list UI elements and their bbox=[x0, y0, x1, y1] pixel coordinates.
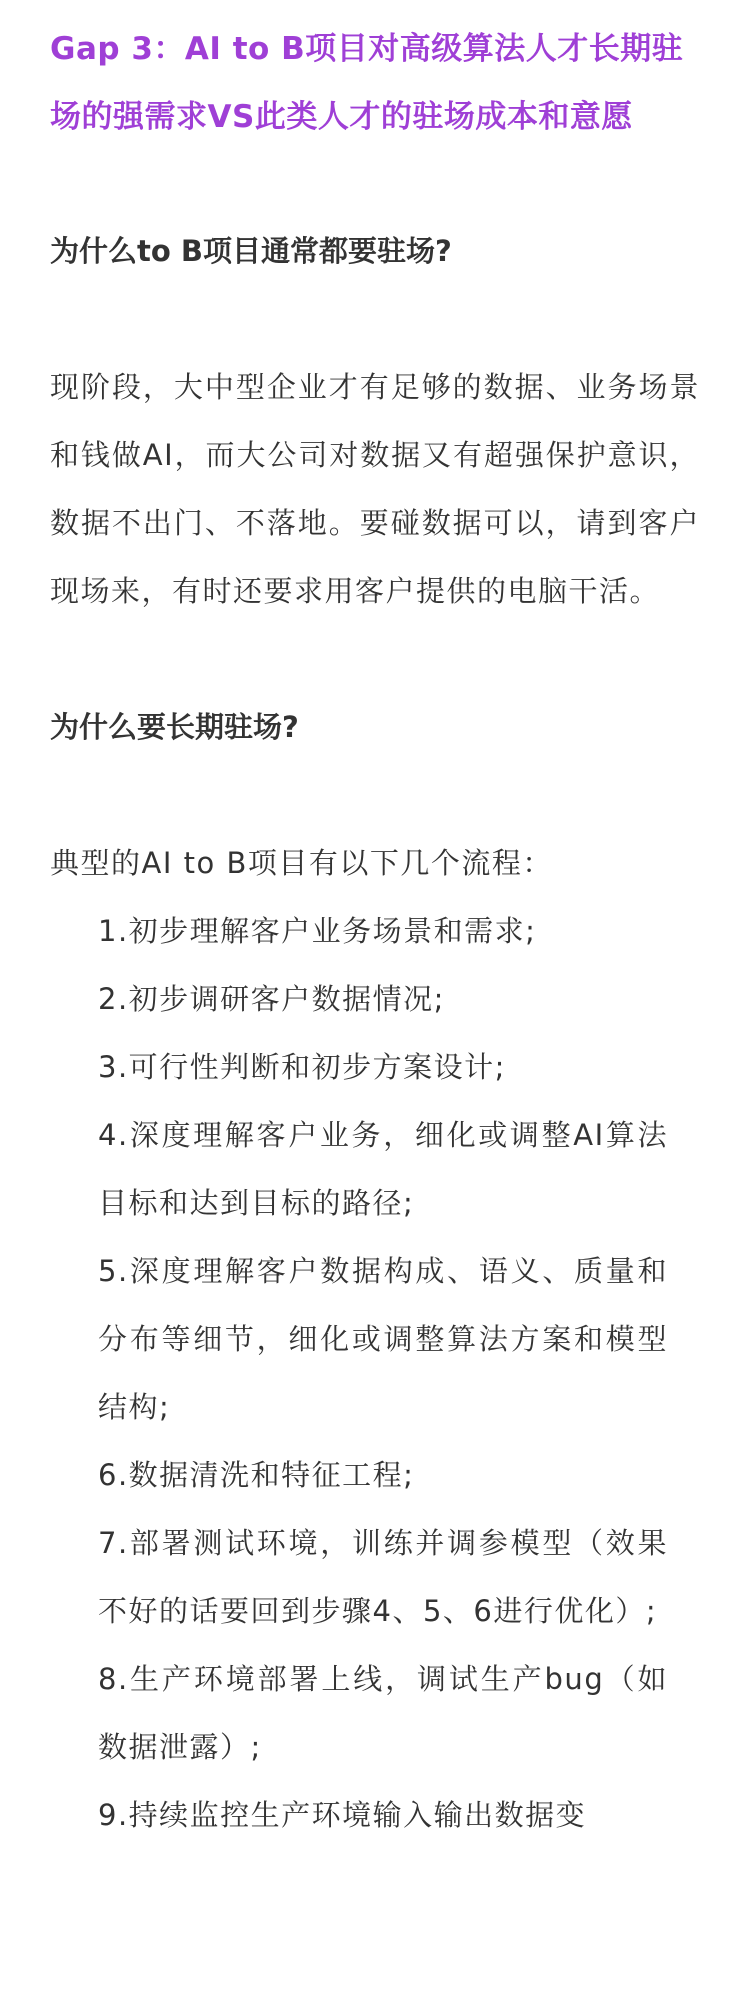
article-heading: Gap 3：AI to B项目对高级算法人才长期驻场的强需求VS此类人才的驻场成本和意愿 bbox=[50, 31, 684, 135]
process-step: 9.持续监控生产环境输入输出数据变 bbox=[98, 1798, 587, 1832]
spacer bbox=[50, 285, 700, 353]
process-step: 1.初步理解客户业务场景和需求; bbox=[98, 914, 537, 948]
section-2-title: 为什么要长期驻场? bbox=[50, 710, 299, 744]
process-steps-list bbox=[50, 897, 668, 1849]
process-step: 4.深度理解客户业务，细化或调整AI算法目标和达到目标的路径; bbox=[98, 1118, 668, 1220]
process-step: 5.深度理解客户数据构成、语义、质量和分布等细节，细化或调整算法方案和模型结构; bbox=[98, 1254, 668, 1424]
section-2-intro: 典型的AI to B项目有以下几个流程： bbox=[50, 846, 553, 880]
process-step: 6.数据清洗和特征工程; bbox=[98, 1458, 415, 1492]
process-step: 7.部署测试环境，训练并调参模型（效果不好的话要回到步骤4、5、6进行优化）; bbox=[98, 1526, 668, 1628]
section-1-body: 现阶段，大中型企业才有足够的数据、业务场景和钱做AI，而大公司对数据又有超强保护意识，数据不出门、不落地。要碰数据可以，请到客户现场来，有时还要求用客户提供的电脑干活。 bbox=[50, 370, 700, 608]
article bbox=[50, 0, 700, 1849]
spacer bbox=[50, 625, 700, 693]
process-step: 8.生产环境部署上线，调试生产bug（如数据泄露）; bbox=[98, 1662, 668, 1764]
process-step: 2.初步调研客户数据情况; bbox=[98, 982, 445, 1016]
spacer bbox=[50, 151, 700, 217]
process-step: 3.可行性判断和初步方案设计; bbox=[98, 1050, 506, 1084]
spacer bbox=[50, 761, 700, 829]
section-1-title: 为什么to B项目通常都要驻场? bbox=[50, 234, 452, 268]
